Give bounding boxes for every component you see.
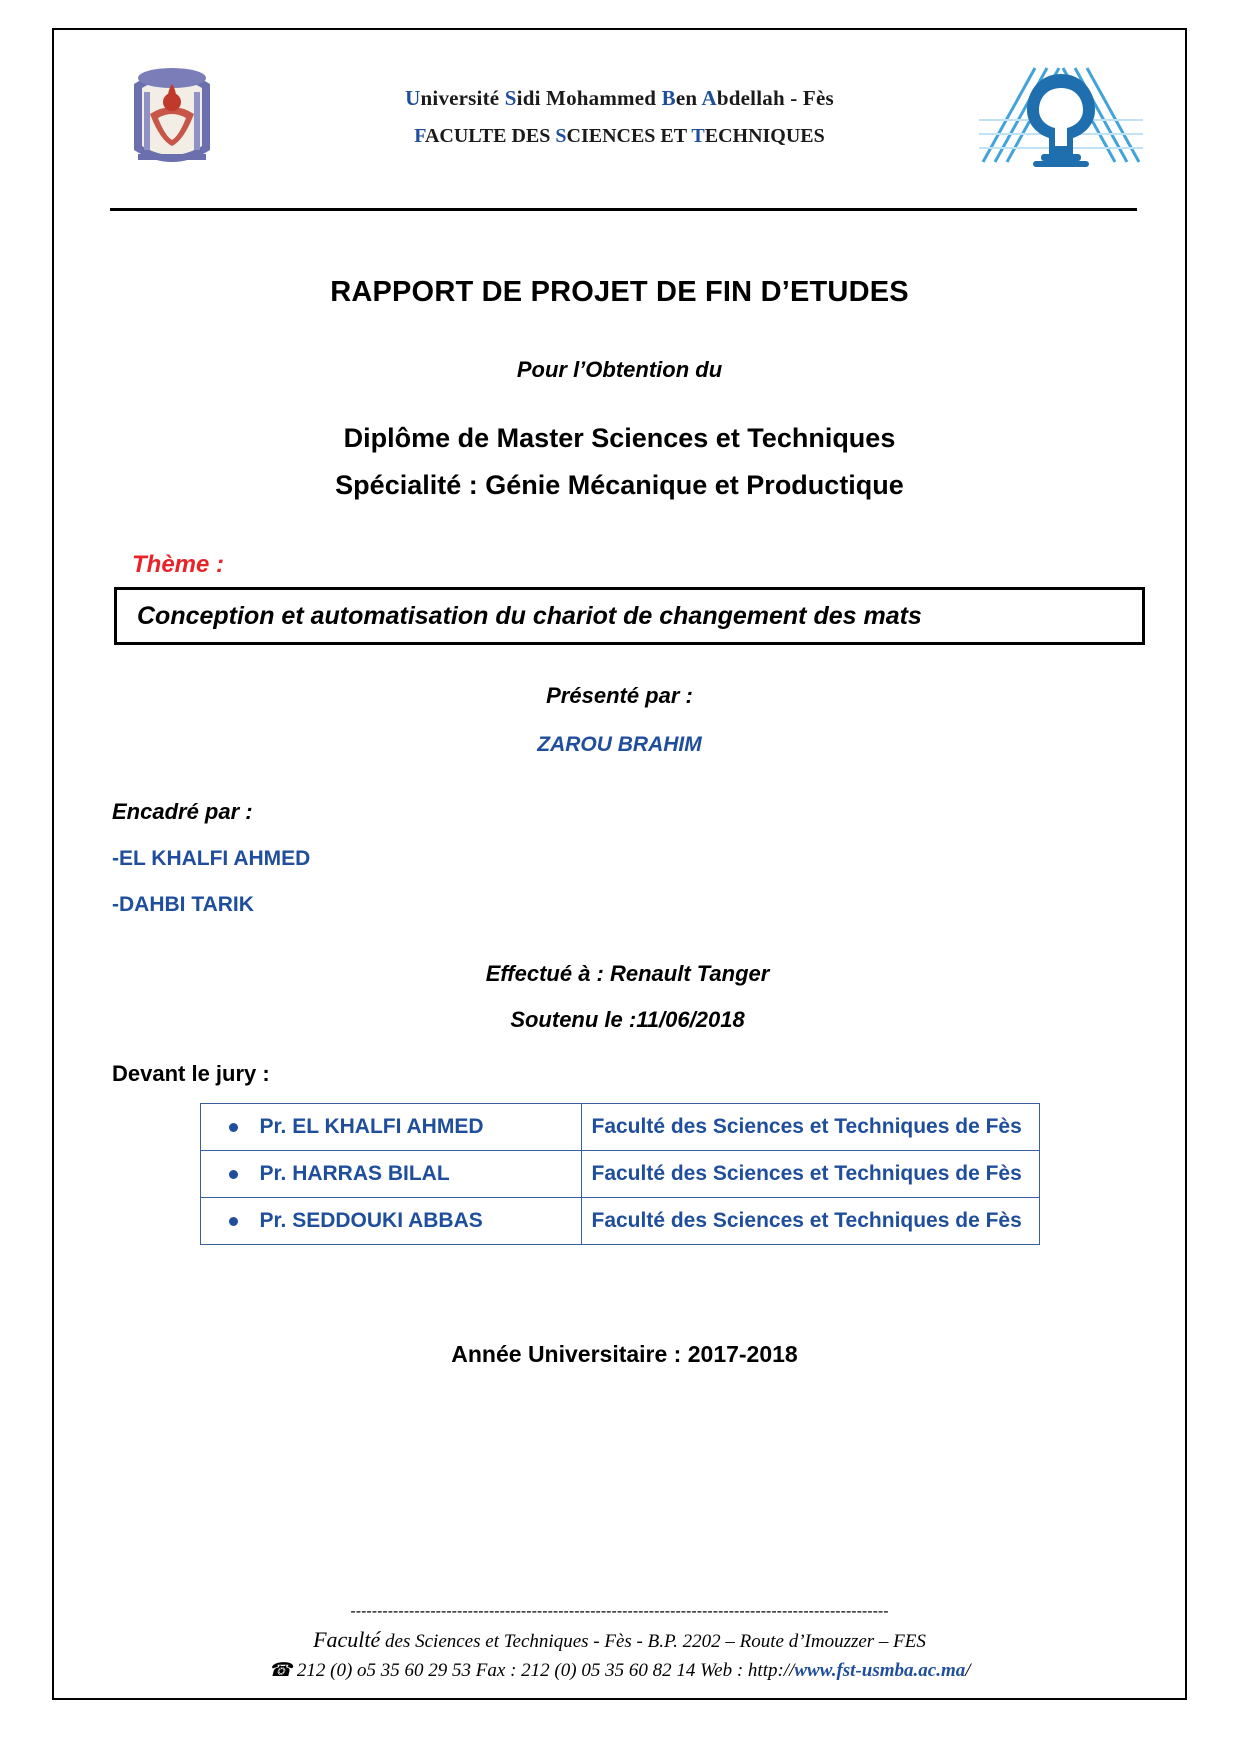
table-row [200,1104,1039,1151]
jury-member-affiliation: Faculté des Sciences et Techniques de Fès [581,1104,1039,1151]
theme-label: Thème : [132,551,225,578]
jury-member-name: Pr. HARRAS BILAL [259,1162,450,1185]
jury-label: Devant le jury : [112,1061,270,1086]
fst-fes-logo-icon [975,62,1147,170]
supervisor-2: -DAHBI TARIK [112,893,254,916]
jury-table [200,1103,1040,1245]
document-body [54,230,1185,1718]
diploma-line: Diplôme de Master Sciences et Techniques [343,423,896,453]
jury-member-name-cell [200,1151,581,1198]
footer-address-strong: Faculté [313,1627,381,1652]
table-row [200,1198,1039,1245]
document-page [52,28,1187,1700]
jury-member-name-cell [200,1198,581,1245]
specialty-line: Spécialité : Génie Mécanique et Productique [335,470,904,500]
jury-member-name-cell [200,1104,581,1151]
bullet-icon [229,1170,238,1179]
jury-member-name: Pr. SEDDOUKI ABBAS [259,1209,483,1232]
footer-address-rest: des Sciences et Techniques - Fès - B.P. 2202 – Route d’Imouzzer – FES [380,1631,926,1652]
bullet-icon [229,1217,238,1226]
supervisor-1: -EL KHALFI AHMED [112,847,311,870]
faculty-name: FACULTE DES SCIENCES ET TECHNIQUES [414,125,825,147]
bullet-icon [229,1123,238,1132]
footer-contact-after: / [965,1660,971,1681]
author-name: ZAROU BRAHIM [537,733,702,756]
presented-by-label: Présenté par : [546,683,693,708]
page-title: RAPPORT DE PROJET DE FIN D’ETUDES [330,276,909,308]
footer-contact-before: 212 (0) o5 35 60 29 53 Fax : 212 (0) 05 35 60 82 14 Web : http:// [292,1660,795,1681]
document-footer [54,1603,1185,1682]
supervised-by-label: Encadré par : [112,799,253,824]
internship-location: Effectué à : Renault Tanger [485,961,770,986]
theme-box [114,587,1145,645]
footer-address [54,1627,1185,1653]
academic-year: Année Universitaire : 2017-2018 [451,1341,798,1367]
footer-contact [54,1659,1185,1682]
table-row [200,1151,1039,1198]
header-divider [110,208,1137,211]
phone-icon: ☎ [268,1660,293,1681]
jury-member-name: Pr. EL KHALFI AHMED [259,1115,484,1138]
jury-member-affiliation: Faculté des Sciences et Techniques de Fès [581,1198,1039,1245]
theme-text: Conception et automatisation du chariot de changement des mats [137,601,922,630]
website-link[interactable]: www.fst-usmba.ac.ma [794,1660,966,1681]
document-header [82,50,1157,190]
jury-member-affiliation: Faculté des Sciences et Techniques de Fès [581,1151,1039,1198]
university-name: Université Sidi Mohammed Ben Abdellah - Fès [405,86,834,110]
footer-separator: ----------------------------------------------------------------------------------------------------- [350,1603,889,1620]
pour-obtention-label: Pour l’Obtention du [516,357,723,382]
defense-date: Soutenu le :11/06/2018 [510,1007,745,1032]
